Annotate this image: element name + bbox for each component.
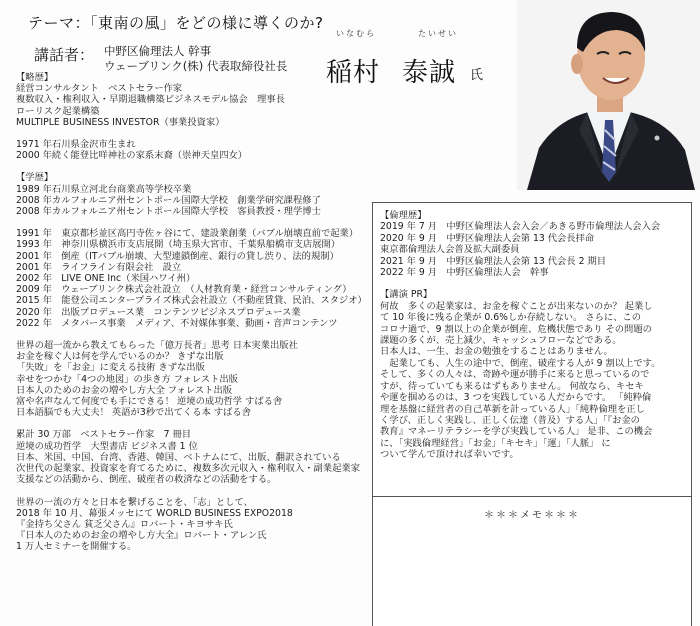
profile-column <box>16 72 394 553</box>
affiliation-line: 中野区倫理法人 幹事 <box>104 44 212 58</box>
book-line: 世界の超一流から教えてもらった「億万長者」思考 日本実業出版社 <box>16 340 298 352</box>
speaker-surname: 稲村 <box>326 58 381 88</box>
achievement-line: 累計 30 万部 ベストセラー作家 7 冊目 <box>16 429 192 441</box>
pr-line: に、「実践倫理経営」「お金」「キセキ」「運」「人脈」 に <box>380 437 611 449</box>
profile-line: 経営コンサルタント ベストセラー作家 <box>16 83 183 95</box>
affiliation-line: ウェーブリンク(株) 代表取締役社長 <box>104 59 288 73</box>
achievement-line: 次世代の起業家、投資家を育てるために、複数多次元収入・権利収入・副業起業家 <box>16 463 360 475</box>
surname-kana: いなむら <box>336 29 376 38</box>
book-line: 富や名声なんて何度でも手にできる！ 逆境の成功哲学 すばる舎 <box>16 396 283 408</box>
book-line: 日本語脳でも大丈夫！ 英語が3秒で出てくる本 すばる舎 <box>16 407 251 419</box>
ethics-history-line: 2022 年 9 月 中野区倫理法人会 幹事 <box>380 267 549 279</box>
pr-line: 起業しても、人生の途中で、倒産、破産する人が 9 割以上です。 <box>380 357 661 369</box>
career-line: 2002 年 LIVE ONE Inc（米国ハワイ州） <box>16 273 196 285</box>
pr-line: 日本人は、一生、お金の勉強をすることはありません。 <box>380 346 613 358</box>
education-line: 2008 年カルフォルニア州セントポール国際大学校 創業学研究課程修了 <box>16 194 321 206</box>
education-line: 1989 年石川県立河北台商業高等学校卒業 <box>16 183 192 195</box>
ethics-history-line: 2021 年 9 月 中野区倫理法人会第 13 代会長 2 期目 <box>380 255 607 267</box>
speaker-given-name: 泰誠 <box>402 58 457 88</box>
event-line: 1 万人セミナーを開催する。 <box>16 541 137 553</box>
book-line: 「失敗」を「お金」に変える技術 きずな出版 <box>16 362 205 374</box>
pr-line: 理を基盤に経営者の自己革新を計っている人」「純粋倫理を正し <box>380 403 645 415</box>
pr-line: 課題の多くが、売上減少、キャッシュフローなどである。 <box>380 335 622 347</box>
pr-line: や運を掴めるのは、3 つを実践している人だからです。 「純粋倫 <box>380 392 652 404</box>
honorific: 氏 <box>470 68 484 83</box>
spacer <box>16 128 394 139</box>
book-line: 日本人のためのお金の増やし方大全 フォレスト出版 <box>16 384 233 396</box>
spacer <box>380 278 686 289</box>
book-line: お金を稼ぐ人は何を学んでいるのか？ きずな出版 <box>16 351 224 363</box>
spacer <box>16 486 394 497</box>
pr-line: すが、待っていても来るはずもありません。 何故なら、キセキ <box>380 380 644 392</box>
section-heading: 【学歴】 <box>16 172 54 184</box>
memo-divider <box>372 496 692 497</box>
achievement-line: 支援などの活動から、倒産、破産者の救済などの活動をする。 <box>16 474 277 486</box>
section-heading: 【倫理歴】 <box>380 210 427 221</box>
career-line: 2020 年 出版プロデュース業 コンテンツビジネスプロデュース業 <box>16 306 301 318</box>
event-line: 『日本人のためのお金の増やし方大全』ロバート・アレン氏 <box>16 530 267 542</box>
section-heading: 【略歴】 <box>16 72 54 83</box>
education-line: 2008 年カルフォルニア州セントポール国際大学校 客員教授・理学博士 <box>16 206 321 218</box>
pr-line: 何故 多くの起業家は、お金を稼ぐことが出来ないのか？ 起業し <box>380 300 653 312</box>
speaker-photo <box>517 0 700 190</box>
event-line: 『金持ち父さん 貧乏父さん』ロバート・キヨサキ氏 <box>16 518 233 530</box>
profile-line: ローリスク起業構築 <box>16 105 100 117</box>
ethics-history-line: 2020 年 9 月 中野区倫理法人会第 13 代会長拝命 <box>380 232 595 244</box>
pr-line: そして、多くの人々は、奇跡や運が勝手に来ると思っているので <box>380 369 650 381</box>
ethics-history-line: 東京都倫理法人会普及拡大副委員 <box>380 244 520 256</box>
profile-line: MULTIPLE BUSINESS INVESTOR（事業投資家） <box>16 116 225 128</box>
profile-line: 1971 年石川県金沢市生まれ <box>16 139 136 151</box>
memo-label: ＊＊＊メモ＊＊＊ <box>484 510 580 521</box>
profile-line: 複数収入・権利収入・早期退職構築ビジネスモデル協会 理事長 <box>16 94 285 106</box>
spacer <box>16 161 394 172</box>
pr-line: て 10 年後に残る企業が 0.6%しか存続しない。 さらに、この <box>380 312 642 324</box>
event-line: 世界の一流の方々と日本を繋げることを、「志」として、 <box>16 496 253 508</box>
lecturer-label: 講話者： <box>34 46 95 64</box>
pr-line: ついて学んで頂ければ幸いです。 <box>380 449 519 461</box>
career-line: 2022 年 メタバース事業 メディア、不対媒体事業、動画・音声コンテンツ <box>16 317 338 329</box>
ethics-history-line: 2019 年 7 月 中野区倫理法人会入会／あきる野市倫理法人会入会 <box>380 221 661 233</box>
given-name-kana: たいせい <box>418 29 458 38</box>
event-line: 2018 年 10 月、幕張メッセにて WORLD BUSINESS EXPO2018 <box>16 507 293 519</box>
career-line: 1991 年 東京都杉並区高円寺佐ヶ谷にて、建設業創業（バブル崩壊直前で起業） <box>16 228 359 240</box>
achievement-line: 日本、米国、中国、台湾、香港、韓国、ベトナムにて、出版、翻訳されている <box>16 451 341 463</box>
pr-line: コロナ過で、9 割以上の企業が倒産、危機状態であり その問題の <box>380 323 652 335</box>
career-line: 2015 年 能登公司エンタープライズ株式会社設立（不動産賃貸、民泊、スタジオ） <box>16 295 367 307</box>
section-heading: 【講演 PR】 <box>380 289 433 301</box>
career-line: 1993 年 神奈川県横浜市支店展開（埼玉県大宮市、千葉県船橋市支店展開） <box>16 239 341 251</box>
spacer <box>16 418 394 429</box>
pr-line: 教育』マネーリテラシーを学び実践している人」 是非、この機会 <box>380 426 653 438</box>
career-line: 2001 年 倒産（ITバブル崩壊、大型連鎖倒産、銀行の貸し渋り、法的規制） <box>16 250 339 262</box>
profile-line: 2000 年続く能登比咩神社の家系末裔（崇神天皇四女） <box>16 150 248 162</box>
ethics-and-pr-column <box>380 210 686 461</box>
career-line: 2009 年 ウェーブリンク株式会社設立 （人材教育業・経営コンサルティング） <box>16 284 352 296</box>
spacer <box>16 217 394 228</box>
affiliation-block <box>104 44 287 74</box>
career-line: 2001 年 ライフライン有限会社 設立 <box>16 261 182 273</box>
spacer <box>16 329 394 340</box>
achievement-line: 逆境の成功哲学 大型書店 ビジネス書 1 位 <box>16 440 198 452</box>
theme-heading: テーマ：「東南の風」をどの様に導くのか? <box>28 14 324 32</box>
book-line: 幸せをつかむ「4つの地図」の歩き方 フォレスト出版 <box>16 373 238 385</box>
pr-line: く学び、正しく実践し、正しく伝達（普及）する人」「『お金の <box>380 414 640 426</box>
